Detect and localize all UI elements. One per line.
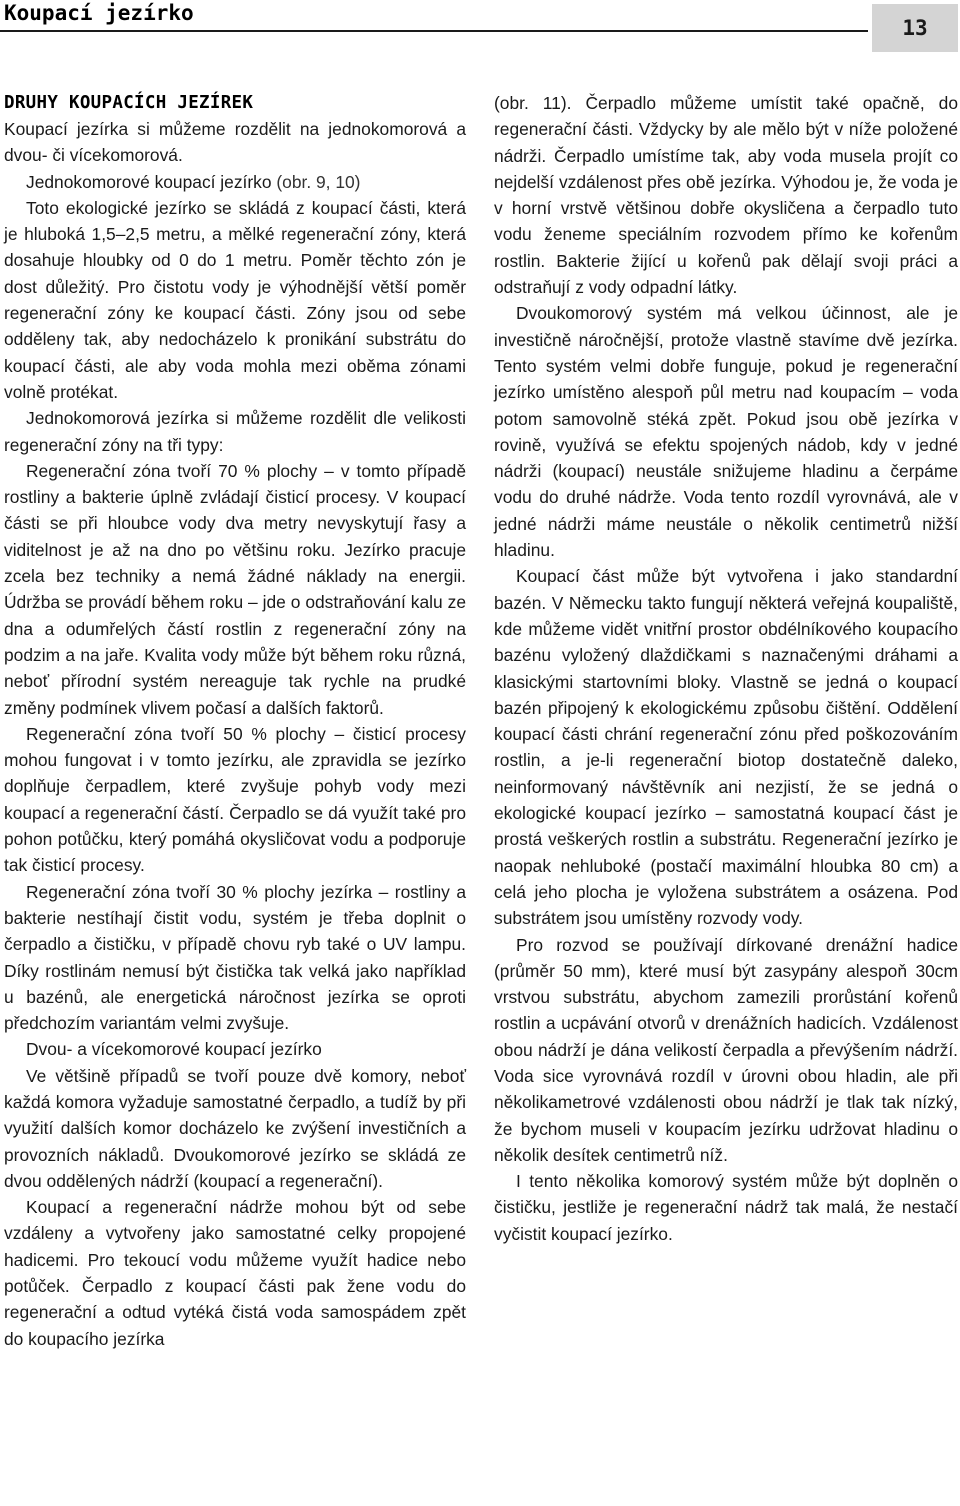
running-title: Koupací jezírko — [4, 1, 194, 25]
figure-reference: (obr. 9, 10) — [271, 171, 361, 192]
paragraph: Toto ekologické jezírko se skládá z koupací části, která je hluboká 1,5–2,5 metru, a mělké regenerační zóny, která dosahuje hloubky od 0 do 1 metru. Poměr těchto zón je dost důležitý. Pro čistotu vody je výhodnější větší poměr regenerační zóny ke koupací části. Zóny jsou od sebe odděleny tak, aby nedocházelo k pronikání substrátu do koupací části, ale aby voda mohla mezi oběma zónami volně protékat. — [4, 197, 466, 402]
paragraph: Ve většině případů se tvoří pouze dvě komory, neboť každá komora vyžaduje samostatné čerpadlo, a tudíž by při využití dalších komor docházelo ke zvýšení investičních a provozních nákladů. Dvoukomorové jezírko se skládá ze dvou oddělených nádrží (koupací a regenerační). — [4, 1065, 466, 1191]
paragraph: Regenerační zóna tvoří 50 % plochy – čisticí procesy mohou fungovat i v tomto jezírku, ale zpravidla se jezírko doplňuje čerpadlem, které zvyšuje pohyb vody mezi koupací a regenerační částí. Čerpadlo se dá využít také pro pohon potůčku, který pomáhá okysličovat vodu a podporuje tak čisticí procesy. — [4, 723, 466, 876]
right-column — [494, 90, 958, 1247]
paragraph: Koupací část může být vytvořena i jako standardní bazén. V Německu takto fungují některá veřejná koupaliště, kde můžeme vidět vnitřní prostor obdélníkového koupacího bazénu vyložený dlaždičkami s naznačenými dráhami a klasickými startovními bloky. Vlastně se jedná o koupací bazén připojený k ekologickému způsobu čištění. Oddělení koupací části chrání regenerační zónu před poškozováním rostlin, a je-li regenerační biotop dostatečně daleko, neinformovaný návštěvník ani nezjistí, že se jedná o ekologické koupací jezírko – samostatná koupací část je prostá veškerých rostlin a substrátu. Regenerační jezírko je naopak nehluboké (postačí maximální hloubka 80 cm) a celá jeho plocha je vyložena substrátem a osázena. Pod substrátem jsou umístěny rozvody vody. — [494, 566, 958, 929]
page-number: 13 — [872, 4, 958, 52]
section-title: DRUHY KOUPACÍCH JEZÍREK — [4, 93, 254, 113]
paragraph: Pro rozvod se používají dírkované drenážní hadice (průměr 50 mm), které musí být zasypány alespoň 30cm vrstvou substrátu, abychom zamezili prorůstání kořenů rostlin a ucpávání otvorů v drenážních hadicích. Vzdálenost obou nádrží je dána velikostí čerpadla a převýšením nádrží. Voda sice vyrovnává rozdíl v úrovni obou hladin, ale při několikametrové vzdálenosti obou nádrží je tlak tak nízký, že bychom museli v koupacím jezírku udržovat hladinu o několik desítek centimetrů níž. — [494, 934, 958, 1165]
paragraph: Koupací a regenerační nádrže mohou být od sebe vzdáleny a vytvořeny jako samostatné celky propojené hadicemi. Pro tekoucí vodu můžeme využít hadice nebo potůček. Čerpadlo z koupací části pak žene vodu do regenerační a odtud vytéká čistá voda samospádem zpět do koupacího jezírka — [4, 1197, 466, 1349]
paragraph: Regenerační zóna tvoří 70 % plochy – v tomto případě rostliny a bakterie úplně zvládají čisticí procesy. V koupací části se při hloubce vody dva metry nevyskytují řasy a viditelnost je až na dno po většinu roku. Jezírko pracuje zcela bez techniky a nemá žádné náklady na energii. Údržba se provádí během roku – jde o odstraňování kalu ze dna a odumřelých částí rostlin z regenerační zóny na podzim a na jaře. Kvalita vody může být během roku různá, neboť přírodní systém nereaguje tak rychle na prudké změny podmínek vlivem počasí a dalších faktorů. — [4, 460, 466, 718]
page-header — [0, 0, 960, 60]
paragraph: (obr. 11). Čerpadlo můžeme umístit také opačně, do regenerační části. Vždycky by ale mělo být v níže položené nádrži. Čerpadlo umístíme tak, aby voda musela projít co nejdelší vzdálenost přes obě jezírka. Výhodou je, že voda je v horní vrstvě většinou dobře okysličena a čerpadlo tuto vodu ženeme speciálním rozvodem přímo ke kořenům rostlin. Bakterie žijící u kořenů pak dělají svoji práci a odstraňují z vody odpadní látky. — [494, 93, 958, 298]
intro-paragraph: Koupací jezírka si můžeme rozdělit na jednokomorová a dvou- či vícekomorová. — [4, 119, 466, 166]
paragraph: Jednokomorová jezírka si můžeme rozdělit dle velikosti regenerační zóny na tři typy: — [4, 408, 466, 455]
subheading-multi-chamber: Dvou- a vícekomorové koupací jezírko — [26, 1039, 322, 1060]
header-rule — [0, 30, 868, 32]
subheading-single-chamber — [4, 169, 466, 195]
paragraph: Dvoukomorový systém má velkou účinnost, ale je investičně náročnější, protože vlastně stavíme dvě jezírka. Tento systém velmi dobře funguje, pokud je regenerační jezírko umístěno alespoň půl metru nad koupacím – voda potom samovolně stéká zpět. Pokud jsou obě jezírka v rovině, využívá se efektu spojených nádob, kdy v jedné nádrži (koupací) neustále snižujeme hladinu a čerpáme vodu do druhé nádrže. Voda tento rozdíl vyrovnává, ale v jedné nádrži máme neustále o několik centimetrů nižší hladinu. — [494, 303, 958, 561]
subheading-text: Jednokomorové koupací jezírko — [26, 171, 272, 192]
left-column — [4, 90, 466, 1352]
paragraph: I tento několika komorový systém může být doplněn o čističku, jestliže je regenerační nádrž tak malá, že nestačí vyčistit koupací jezírko. — [494, 1171, 958, 1244]
paragraph: Regenerační zóna tvoří 30 % plochy jezírka – rostliny a bakterie nestíhají čistit vodu, systém je třeba doplnit o čerpadlo a čističku, v případě chovu ryb také o UV lampu. Díky rostlinám nemusí být čistička tak velká jako například u bazénů, ale energetická náročnost jezírka se oproti předchozím variantám velmi zvyšuje. — [4, 881, 466, 1034]
